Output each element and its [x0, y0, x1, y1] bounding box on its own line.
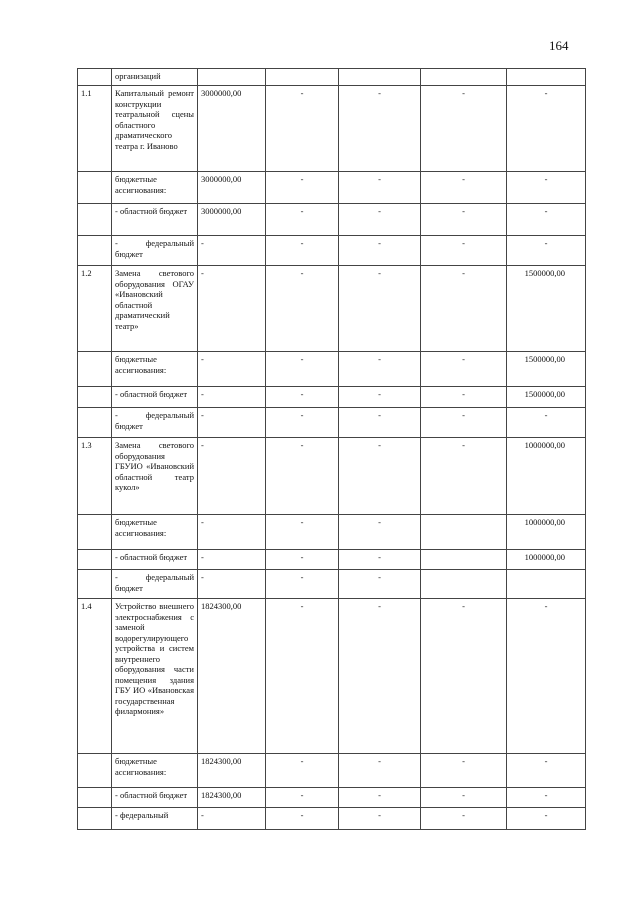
- row-value-cell: -: [266, 515, 339, 550]
- row-value-cell: -: [266, 387, 339, 408]
- table-row: [78, 788, 586, 808]
- row-value-cell: 1500000,00: [507, 266, 586, 352]
- row-name-cell: - федеральный: [112, 808, 198, 830]
- table-row: [78, 352, 586, 387]
- row-value-cell: -: [421, 86, 507, 172]
- row-value-cell: -: [421, 266, 507, 352]
- row-value-cell: -: [339, 387, 421, 408]
- row-name-cell: Капитальный ремонт конструкции театральной сцены областного драматического театра г. Иваново: [112, 86, 198, 172]
- row-value-cell: -: [507, 599, 586, 754]
- row-value-cell: -: [421, 204, 507, 236]
- page-number: 164: [549, 38, 569, 53]
- row-number-cell: [78, 788, 112, 808]
- row-number-cell: [78, 570, 112, 599]
- table-row: [78, 599, 586, 754]
- row-number-cell: [78, 204, 112, 236]
- row-value-cell: -: [339, 515, 421, 550]
- row-number-cell: 1.2: [78, 266, 112, 352]
- table-body: [78, 69, 586, 830]
- row-value-cell: -: [339, 86, 421, 172]
- row-number-cell: [78, 808, 112, 830]
- row-value-cell: -: [339, 236, 421, 266]
- row-value-cell: -: [339, 599, 421, 754]
- row-number-cell: [78, 754, 112, 788]
- row-value-cell: -: [266, 172, 339, 204]
- table-row: [78, 408, 586, 438]
- row-value-cell: -: [266, 570, 339, 599]
- row-value-cell: -: [421, 352, 507, 387]
- table-row: [78, 387, 586, 408]
- table-row: [78, 438, 586, 515]
- row-sum-cell: [198, 69, 266, 86]
- row-value-cell: -: [507, 788, 586, 808]
- row-sum-cell: -: [198, 515, 266, 550]
- row-name-cell: - федеральный бюджет: [112, 236, 198, 266]
- row-value-cell: -: [507, 86, 586, 172]
- row-sum-cell: 3000000,00: [198, 172, 266, 204]
- row-name-cell: бюджетные ассигнования:: [112, 352, 198, 387]
- table-row: [78, 172, 586, 204]
- row-name-cell: - федеральный бюджет: [112, 408, 198, 438]
- row-number-cell: 1.3: [78, 438, 112, 515]
- row-number-cell: [78, 408, 112, 438]
- table-row: [78, 204, 586, 236]
- row-sum-cell: -: [198, 570, 266, 599]
- row-value-cell: -: [266, 438, 339, 515]
- row-value-cell: [266, 69, 339, 86]
- row-value-cell: -: [339, 754, 421, 788]
- row-value-cell: -: [421, 788, 507, 808]
- row-sum-cell: -: [198, 352, 266, 387]
- row-number-cell: [78, 172, 112, 204]
- row-value-cell: -: [339, 570, 421, 599]
- row-value-cell: -: [266, 266, 339, 352]
- row-value-cell: -: [339, 352, 421, 387]
- row-name-cell: - областной бюджет: [112, 387, 198, 408]
- row-value-cell: -: [339, 438, 421, 515]
- row-sum-cell: -: [198, 408, 266, 438]
- row-sum-cell: -: [198, 236, 266, 266]
- row-name-cell: - федеральный бюджет: [112, 570, 198, 599]
- row-number-cell: [78, 352, 112, 387]
- table-row: [78, 266, 586, 352]
- row-value-cell: -: [421, 408, 507, 438]
- row-sum-cell: 3000000,00: [198, 204, 266, 236]
- row-value-cell: -: [266, 550, 339, 570]
- row-number-cell: 1.4: [78, 599, 112, 754]
- row-value-cell: -: [507, 236, 586, 266]
- row-sum-cell: -: [198, 438, 266, 515]
- row-name-cell: Замена светового оборудования ГБУИО «Ивановский областной театр кукол»: [112, 438, 198, 515]
- row-name-cell: - областной бюджет: [112, 550, 198, 570]
- table-row: [78, 550, 586, 570]
- row-sum-cell: -: [198, 550, 266, 570]
- row-name-cell: бюджетные ассигнования:: [112, 515, 198, 550]
- table-row: [78, 86, 586, 172]
- row-sum-cell: 3000000,00: [198, 86, 266, 172]
- row-value-cell: -: [339, 808, 421, 830]
- row-name-cell: Устройство внешнего электроснабжения с заменой водорегулирующего устройства и систем внутреннего оборудования части помещения здания ГБУ ИО «Ивановская государственная филармония»: [112, 599, 198, 754]
- row-value-cell: -: [266, 352, 339, 387]
- row-value-cell: -: [266, 408, 339, 438]
- row-name-cell: Замена светового оборудования ОГАУ «Ивановский областной драматический театр»: [112, 266, 198, 352]
- row-number-cell: 1.1: [78, 86, 112, 172]
- row-value-cell: -: [266, 754, 339, 788]
- budget-table: [77, 68, 586, 830]
- row-value-cell: -: [421, 754, 507, 788]
- row-sum-cell: -: [198, 266, 266, 352]
- row-value-cell: [421, 515, 507, 550]
- row-number-cell: [78, 515, 112, 550]
- row-value-cell: -: [266, 86, 339, 172]
- row-name-cell: бюджетные ассигнования:: [112, 172, 198, 204]
- row-value-cell: 1500000,00: [507, 352, 586, 387]
- row-value-cell: [507, 69, 586, 86]
- row-value-cell: -: [266, 236, 339, 266]
- row-value-cell: -: [421, 387, 507, 408]
- table-row: [78, 69, 586, 86]
- row-sum-cell: 1824300,00: [198, 788, 266, 808]
- row-value-cell: -: [266, 204, 339, 236]
- row-value-cell: -: [339, 172, 421, 204]
- row-value-cell: -: [266, 808, 339, 830]
- table-row: [78, 808, 586, 830]
- row-value-cell: -: [421, 808, 507, 830]
- row-value-cell: -: [266, 788, 339, 808]
- row-value-cell: 1000000,00: [507, 515, 586, 550]
- row-sum-cell: -: [198, 387, 266, 408]
- row-value-cell: [507, 570, 586, 599]
- row-value-cell: -: [507, 808, 586, 830]
- row-value-cell: -: [339, 788, 421, 808]
- row-value-cell: -: [266, 599, 339, 754]
- row-value-cell: -: [339, 266, 421, 352]
- row-sum-cell: 1824300,00: [198, 599, 266, 754]
- row-value-cell: [421, 550, 507, 570]
- row-name-cell: организаций: [112, 69, 198, 86]
- row-value-cell: [421, 570, 507, 599]
- row-value-cell: [339, 69, 421, 86]
- row-value-cell: -: [339, 204, 421, 236]
- table-row: [78, 570, 586, 599]
- row-value-cell: -: [421, 236, 507, 266]
- row-number-cell: [78, 387, 112, 408]
- row-value-cell: -: [421, 172, 507, 204]
- row-value-cell: 1000000,00: [507, 550, 586, 570]
- row-value-cell: 1000000,00: [507, 438, 586, 515]
- table-row: [78, 515, 586, 550]
- row-sum-cell: 1824300,00: [198, 754, 266, 788]
- row-value-cell: -: [339, 550, 421, 570]
- row-value-cell: 1500000,00: [507, 387, 586, 408]
- table-row: [78, 754, 586, 788]
- row-value-cell: -: [339, 408, 421, 438]
- table-row: [78, 236, 586, 266]
- row-name-cell: бюджетные ассигнования:: [112, 754, 198, 788]
- row-value-cell: [421, 69, 507, 86]
- row-name-cell: - областной бюджет: [112, 204, 198, 236]
- row-number-cell: [78, 550, 112, 570]
- row-value-cell: -: [421, 438, 507, 515]
- row-number-cell: [78, 69, 112, 86]
- row-sum-cell: -: [198, 808, 266, 830]
- row-value-cell: -: [507, 172, 586, 204]
- row-value-cell: -: [421, 599, 507, 754]
- row-value-cell: -: [507, 204, 586, 236]
- row-value-cell: -: [507, 408, 586, 438]
- row-name-cell: - областной бюджет: [112, 788, 198, 808]
- row-number-cell: [78, 236, 112, 266]
- row-value-cell: -: [507, 754, 586, 788]
